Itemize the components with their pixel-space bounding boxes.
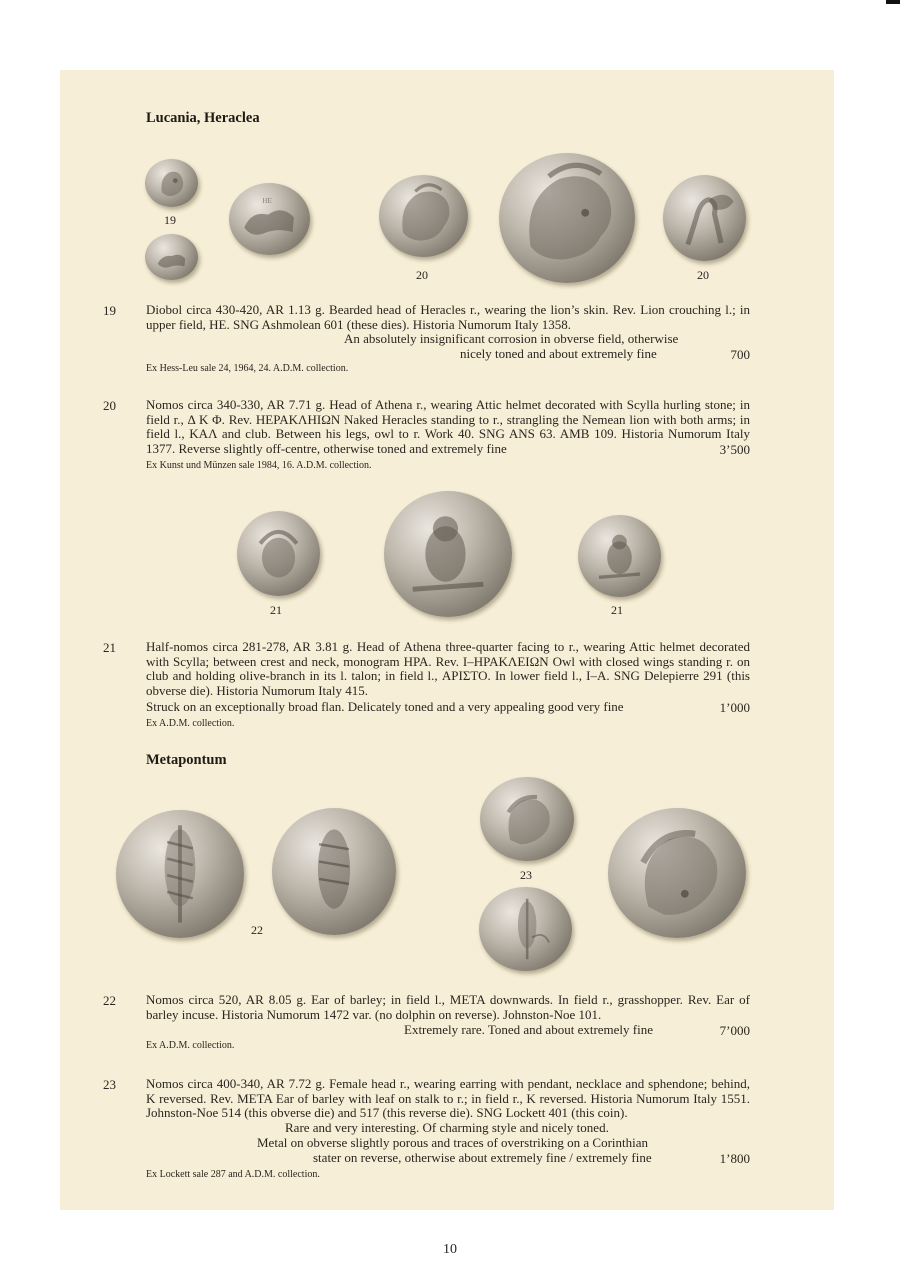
coin-23-obverse-large-image bbox=[608, 808, 746, 938]
coin-22-reverse-image bbox=[272, 808, 396, 935]
lion-crouching-icon bbox=[145, 234, 198, 280]
coin-19-reverse-image bbox=[145, 234, 198, 280]
lot-19-provenance: Ex Hess-Leu sale 24, 1964, 24. A.D.M. collection. bbox=[146, 363, 349, 374]
lot-20-provenance: Ex Kunst und Münzen sale 1984, 16. A.D.M. collection. bbox=[146, 460, 372, 471]
plate-label-23: 23 bbox=[520, 868, 532, 882]
coin-20-large-image bbox=[499, 153, 635, 283]
coin-21-large-image bbox=[384, 491, 512, 617]
lot-23-description-text: Nomos circa 400-340, AR 7.72 g. Female head r., wearing earring with pendant, necklace and sphendone; behind, K reversed. Rev. META Ear of barley with leaf on stalk to r.; in field r., K reversed. Historia Numorum Italy 1551. Johnston-Noe 514 (this obverse die) and 517 (this reverse die). SNG Lockett 401 (this coin). bbox=[146, 1076, 750, 1120]
lot-20-number: 20 bbox=[103, 398, 116, 413]
athena-helmet-icon bbox=[379, 175, 468, 257]
lot-19-description bbox=[146, 303, 750, 332]
plate-label-21a: 21 bbox=[270, 603, 282, 617]
coin-23-obverse-small-image bbox=[480, 777, 574, 861]
section-title-metapontum: Metapontum bbox=[146, 752, 227, 768]
lot-23-number: 23 bbox=[103, 1077, 116, 1092]
coin-23-reverse-image bbox=[479, 887, 572, 971]
female-head-icon bbox=[480, 777, 574, 861]
athena-facing-icon bbox=[237, 511, 320, 596]
lot-22-condition-line-1: Extremely rare. Toned and about extremely fine bbox=[404, 1022, 653, 1037]
lot-21-price: 1’000 bbox=[719, 700, 750, 715]
coin-20-small-image bbox=[379, 175, 468, 257]
plate-label-19: 19 bbox=[164, 213, 176, 227]
lot-23-condition-line-1: Rare and very interesting. Of charming style and nicely toned. bbox=[285, 1120, 609, 1135]
corner-mark bbox=[886, 0, 900, 4]
coin-19-obverse-image bbox=[145, 159, 198, 207]
plate-label-20b: 20 bbox=[697, 268, 709, 282]
lot-22-number: 22 bbox=[103, 993, 116, 1008]
lot-22-description-text: Nomos circa 520, AR 8.05 g. Ear of barley; in field l., META downwards. In field r., grasshopper. Rev. Ear of barley incuse. Historia Numorum 1472 var. (no dolphin on reverse). Johnston-Noe 101. bbox=[146, 992, 750, 1022]
lot-21-provenance: Ex A.D.M. collection. bbox=[146, 718, 235, 729]
heracles-lion-icon bbox=[663, 175, 746, 261]
lot-23-description bbox=[146, 1077, 750, 1121]
heracles-head-icon bbox=[145, 159, 198, 207]
lot-21-condition-line-1: Struck on an exceptionally broad flan. Delicately toned and a very appealing good very fine bbox=[146, 699, 624, 714]
lot-19-price: 700 bbox=[730, 347, 750, 362]
lot-21-description-text: Half-nomos circa 281-278, AR 3.81 g. Head of Athena three-quarter facing to r., wearing Attic helmet decorated with Scylla; between crest and neck, monogram ΗΡΑ. Rev. Ι–ΗΡΑΚΛΕΙΩΝ Owl with closed wings standing r. on club and holding olive-branch in its l. talon; in field l., ΑΡΙΣΤΟ. In lower field l., Ι–Α. SNG Delepierre 291 (this obverse die). Historia Numorum Italy 415. bbox=[146, 639, 750, 698]
lot-19-condition-line-2: nicely toned and about extremely fine bbox=[460, 346, 657, 361]
lot-19-description-text: Diobol circa 430-420, AR 1.13 g. Bearded head of Heracles r., wearing the lion’s skin. Rev. Lion crouching l.; in upper field, HE. SNG Ashmolean 601 (these dies). Historia Numorum Italy 1358. bbox=[146, 302, 750, 332]
plate-label-20a: 20 bbox=[416, 268, 428, 282]
section-title-heraclea: Lucania, Heraclea bbox=[146, 110, 260, 126]
athena-helmet-icon bbox=[499, 153, 635, 283]
lot-22-price: 7’000 bbox=[719, 1023, 750, 1038]
lion-crouching-icon bbox=[229, 183, 310, 255]
lot-19-condition-line-1: An absolutely insignificant corrosion in obverse field, otherwise bbox=[344, 331, 679, 346]
coin-21-obverse-image bbox=[237, 511, 320, 596]
female-head-icon bbox=[608, 808, 746, 938]
barley-incuse-icon bbox=[272, 808, 396, 935]
lot-20-description-text: Nomos circa 340-330, AR 7.71 g. Head of Athena r., wearing Attic helmet decorated with Scylla hurling stone; in field r., Δ Κ Φ. Rev. ΗΕΡΑΚΛΗΙΩΝ Naked Heracles standing to r., strangling the Nemean lion with both arms; in field l., ΚΑΛ and club. Between his legs, owl to r. Work 40. SNG ANS 63. AMB 109. Historia Numorum Italy 1377. Reverse slightly off-centre, otherwise toned and extremely fine bbox=[146, 397, 750, 456]
lot-21-description bbox=[146, 640, 750, 698]
lot-22-provenance: Ex A.D.M. collection. bbox=[146, 1040, 235, 1051]
barley-ear-icon bbox=[116, 810, 244, 938]
lot-20-price: 3’500 bbox=[719, 442, 750, 457]
svg-text:HE: HE bbox=[262, 197, 272, 206]
plate-label-21b: 21 bbox=[611, 603, 623, 617]
page-number: 10 bbox=[443, 1242, 457, 1257]
coin-19-large-image bbox=[229, 183, 310, 255]
lot-23-condition-line-3: stater on reverse, otherwise about extremely fine / extremely fine bbox=[313, 1150, 652, 1165]
lot-21-number: 21 bbox=[103, 640, 116, 655]
lot-20-description bbox=[146, 398, 750, 456]
owl-icon bbox=[578, 515, 661, 597]
lot-23-condition-line-2: Metal on obverse slightly porous and traces of overstriking on a Corinthian bbox=[257, 1135, 649, 1150]
lot-22-description bbox=[146, 993, 750, 1022]
barley-ear-icon bbox=[479, 887, 572, 971]
lot-19-number: 19 bbox=[103, 303, 116, 318]
lot-23-provenance: Ex Lockett sale 287 and A.D.M. collection. bbox=[146, 1169, 320, 1180]
plate-label-22: 22 bbox=[251, 923, 263, 937]
coin-21-reverse-image bbox=[578, 515, 661, 597]
owl-icon bbox=[384, 491, 512, 617]
coin-22-obverse-image bbox=[116, 810, 244, 938]
lot-23-price: 1’800 bbox=[719, 1151, 750, 1166]
coin-20-reverse-image bbox=[663, 175, 746, 261]
